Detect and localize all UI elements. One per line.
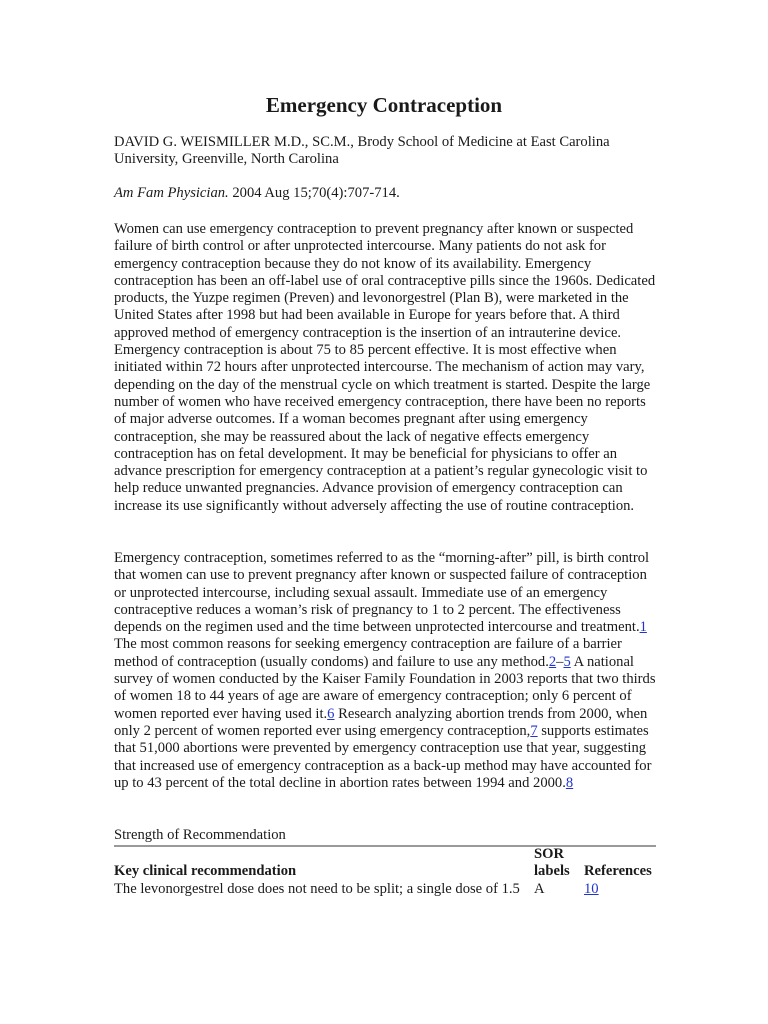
article-title: Emergency Contraception [265, 93, 503, 117]
intro-text-part4: Research analyzing abortion trends from 2000, when only 2 percent of women reported ever using emergency contraception, [114, 705, 648, 739]
header-references: References [584, 863, 652, 880]
table-row [114, 881, 656, 898]
journal-citation [114, 185, 656, 202]
row-recommendation: The levonorgestrel dose does not need to be split; a single dose of 1.5 [114, 880, 520, 897]
intro-text-part5: supports estimates that 51,000 abortions were prevented by emergency contraception use that year, suggesting that increased use of emergency contraception as a back-up method may have accounted for up to 43 percent of the total decline in abortion rates between 1994 and 2000. [114, 722, 652, 791]
reference-link-1[interactable]: 1 [639, 619, 647, 636]
header-sor-labels [534, 846, 584, 881]
abstract-text: Women can use emergency contraception to prevent pregnancy after known or suspected failure of birth control or after unprotected intercourse. Many patients do not ask for emergency contraception because they do not know of its availability. Emergency contraception has been an off-label use of oral contraceptive pills since the 1960s. Dedicated products, the Yuzpe regimen (Preven) and levonorgestrel (Plan B), were marketed in the United States after 1998 but had been available in Europe for years before that. A third approved method of emergency contraception is the insertion of an intrauterine device. Emergency contraception is about 75 to 85 percent effective. It is most effective when initiated within 72 hours after unprotected intercourse. The mechanism of action may vary, depending on the day of the menstrual cycle on which treatment is started. Despite the large number of women who have received emergency contraception, there have been no reports of major adverse outcomes. If a woman becomes pregnant after using emergency contraception, she may be reassured about the lack of negative effects emergency contraception has on fetal development. It may be beneficial for physicians to offer an advance prescription for emergency contraception at a patient’s regular gynecologic visit to help reduce unwanted pregnancies. Advance provision of emergency contraception can increase its use significantly without adversely affecting the use of routine contraception. [114, 221, 656, 514]
reference-link-2[interactable]: 2 [548, 653, 557, 670]
header-sor-line1: SOR [534, 846, 565, 862]
row-reference [584, 881, 656, 898]
reference-range-dash: – [556, 653, 564, 670]
reference-link-8[interactable]: 8 [565, 774, 574, 791]
citation-details: 2004 Aug 15;70(4):707-714. [228, 185, 400, 201]
intro-paragraph [114, 550, 656, 792]
row-sor-label: A [534, 880, 545, 897]
journal-name: Am Fam Physician. [114, 185, 229, 201]
reference-link-6[interactable]: 6 [327, 705, 335, 722]
intro-text-part1: Emergency contraception, sometimes referred to as the “morning-after” pill, is birth control that women can use to prevent pregnancy after known or suspected failure of contraception or unprotected intercourse, including sexual assault. Immediate use of an emergency contraceptive reduces a woman’s risk of pregnancy to 1 to 2 percent. The effectiveness depends on the regimen used and the time between unprotected intercourse and treatment. [114, 550, 650, 636]
abstract-paragraph [114, 221, 656, 515]
reference-link-7[interactable]: 7 [530, 722, 538, 739]
sor-table-header-row [114, 846, 656, 881]
sor-table [114, 846, 656, 898]
author-affiliation: DAVID G. WEISMILLER M.D., SC.M., Brody School of Medicine at East Carolina University, Greenville, North Carolina [114, 134, 610, 168]
reference-link-5[interactable]: 5 [563, 653, 571, 670]
intro-text-part2: The most common reasons for seeking emergency contraception are failure of a barrier method of contraception (usually condoms) and failure to use any method. [114, 636, 622, 670]
header-sor-line2: labels [534, 863, 570, 880]
intro-text-part3: A national survey of women conducted by the Kaiser Family Foundation in 2003 reports that two thirds of women 18 to 44 years of age are aware of emergency contraception; only 6 percent of women reported ever having used it. [114, 653, 656, 722]
sor-table-caption: Strength of Recommendation [114, 827, 286, 843]
intro-text [114, 550, 656, 792]
header-recommendation: Key clinical recommendation [114, 863, 297, 880]
reference-link-10[interactable]: 10 [584, 880, 599, 897]
